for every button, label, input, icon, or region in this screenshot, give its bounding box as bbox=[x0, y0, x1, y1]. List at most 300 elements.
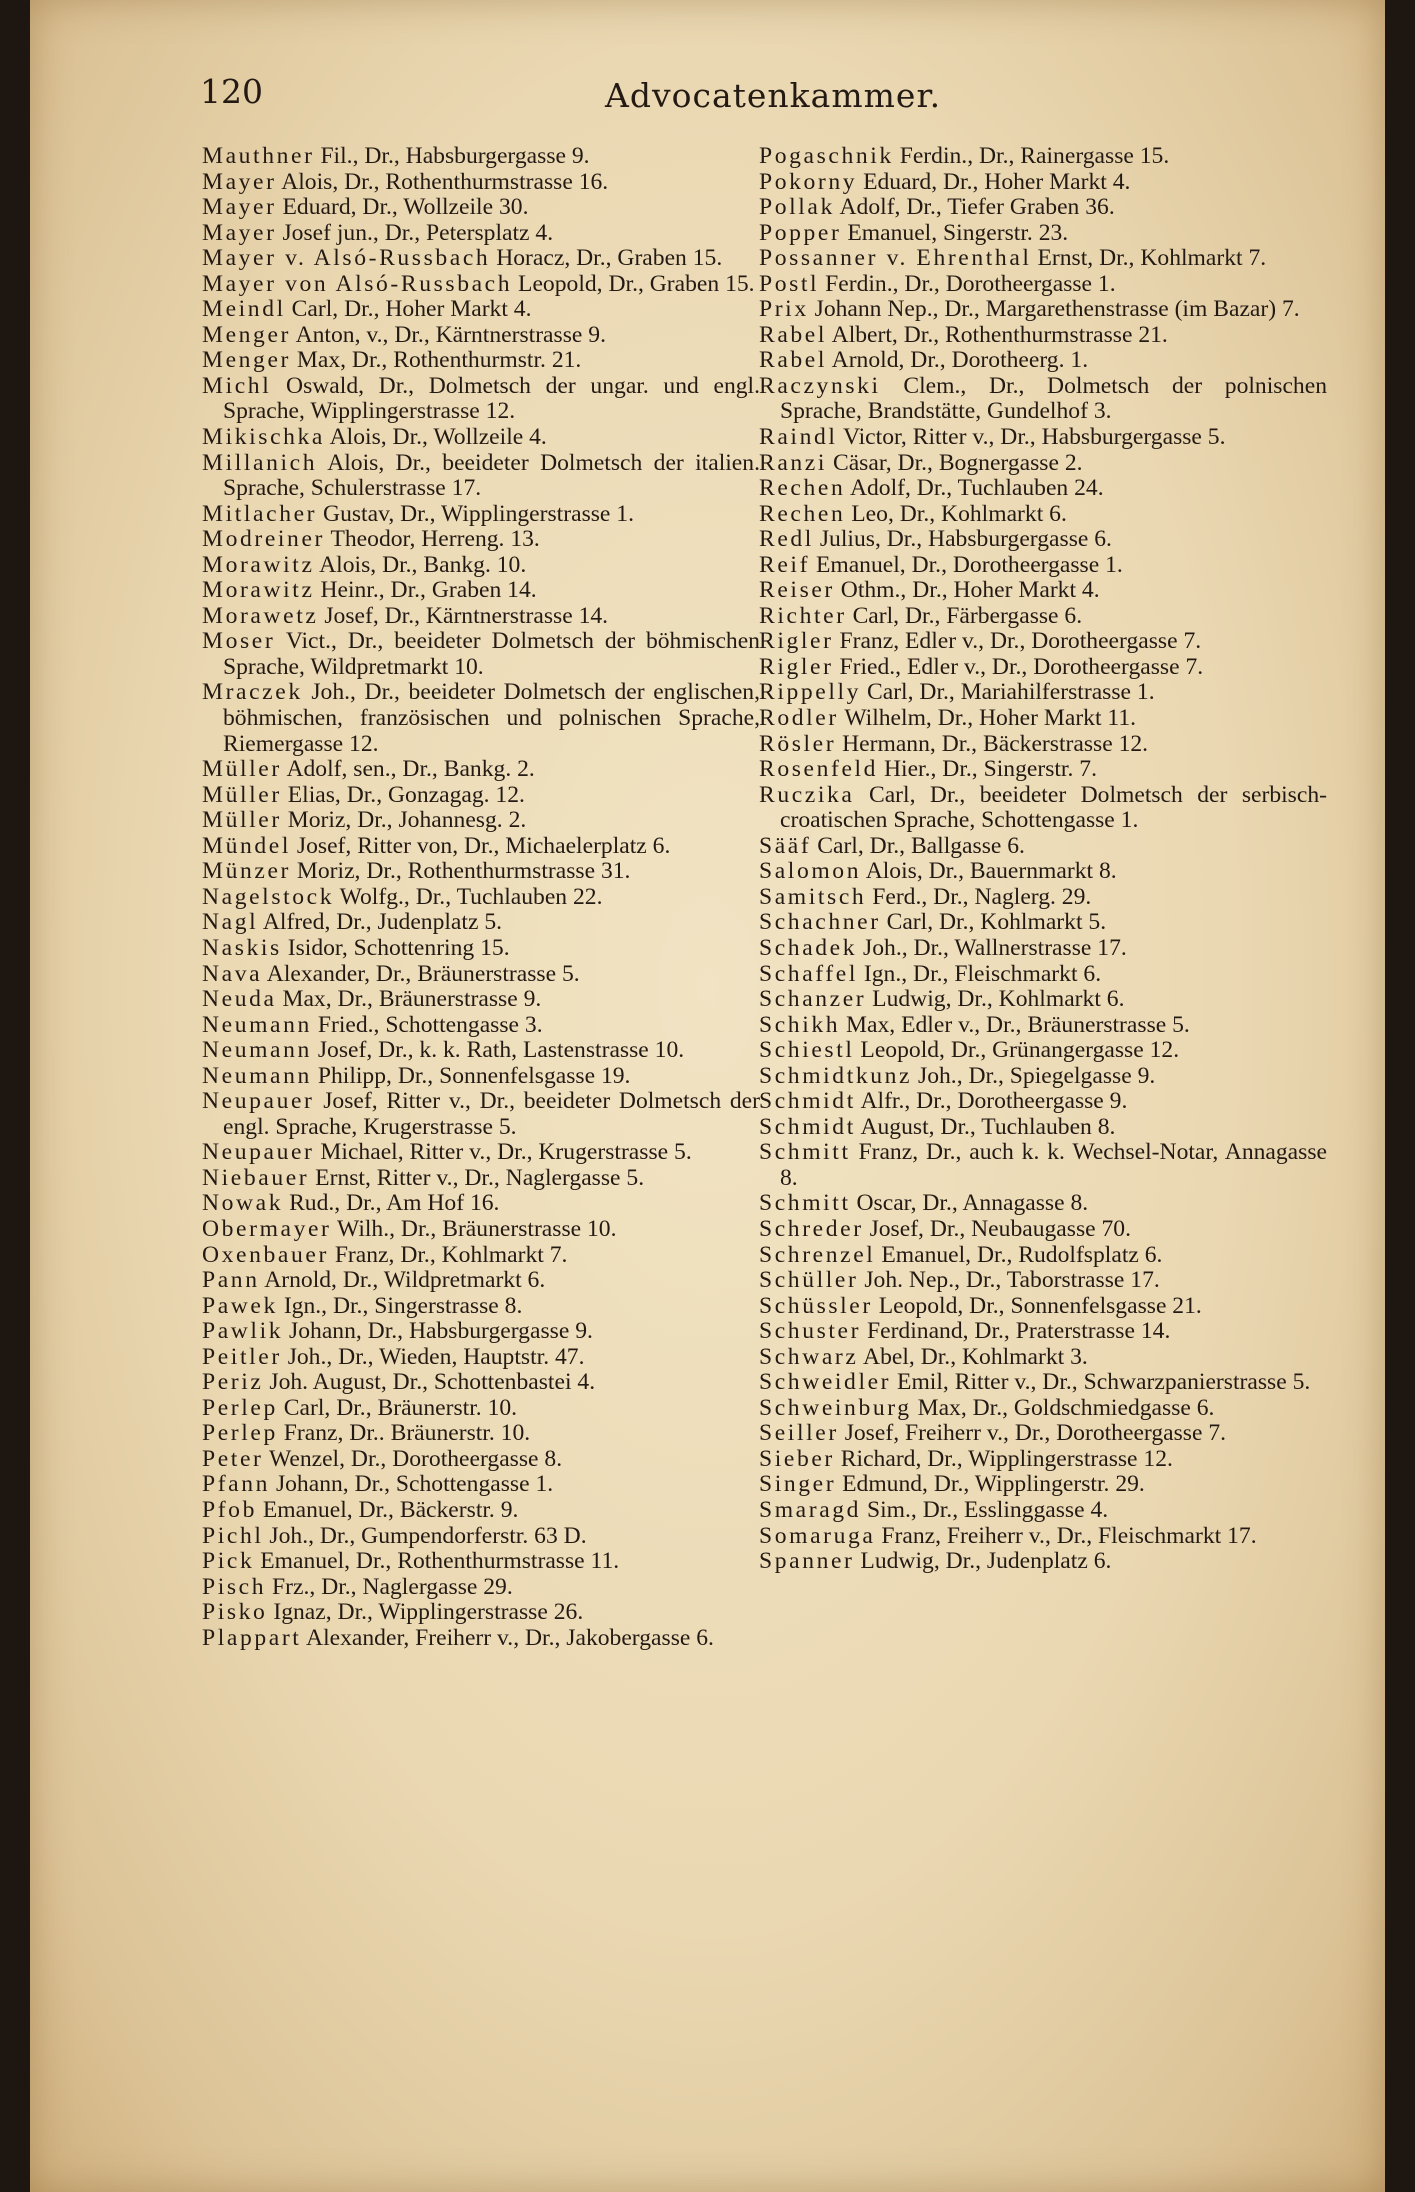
directory-entry bbox=[202, 246, 760, 272]
directory-entry bbox=[759, 374, 1327, 425]
entry-details: Vict., Dr., beeideter Dolmetsch der böhmischen Sprache, Wildpretmarkt 10. bbox=[223, 628, 760, 680]
entry-details: Emanuel, Dr., Rothenthurmstrasse 11. bbox=[260, 1548, 620, 1575]
entry-surname: Morawetz bbox=[202, 602, 319, 629]
directory-entry bbox=[202, 604, 760, 630]
entry-surname: Raindl bbox=[759, 424, 838, 451]
entry-details: Franz, Dr., Kohlmarkt 7. bbox=[334, 1241, 568, 1268]
directory-entry bbox=[759, 1064, 1327, 1090]
entry-details: Leopold, Dr., Graben 15. bbox=[518, 270, 755, 297]
entry-surname: Rodler bbox=[759, 705, 839, 732]
entry-surname: Schwarz bbox=[759, 1343, 859, 1370]
directory-entry bbox=[759, 757, 1327, 783]
entry-details: Josef, Ritter von, Dr., Michaelerplatz 6. bbox=[296, 832, 671, 859]
directory-entry bbox=[759, 1243, 1327, 1269]
directory-entry bbox=[202, 1498, 760, 1524]
entry-surname: Mitlacher bbox=[202, 500, 318, 527]
entry-details: Ernst, Ritter v., Dr., Naglergasse 5. bbox=[315, 1164, 645, 1191]
entry-surname: Redl bbox=[759, 526, 814, 553]
entry-details: Emanuel, Dr., Bäckerstr. 9. bbox=[262, 1496, 519, 1523]
directory-entry bbox=[759, 1319, 1327, 1345]
entry-details: Oswald, Dr., Dolmetsch der ungar. und engl. Sprache, Wipplingerstrasse 12. bbox=[223, 372, 760, 425]
entry-surname: Modreiner bbox=[202, 526, 325, 553]
page-header bbox=[30, 68, 1385, 128]
directory-entry bbox=[202, 323, 760, 349]
directory-entry bbox=[202, 348, 760, 374]
directory-entry bbox=[759, 1549, 1327, 1575]
entry-surname: Pokorny bbox=[759, 168, 858, 195]
entry-details: Johann, Dr., Schottengasse 1. bbox=[275, 1471, 554, 1498]
entry-details: Max, Dr., Rothenthurmstr. 21. bbox=[296, 347, 582, 374]
entry-details: Arnold, Dr., Dorotheerg. 1. bbox=[831, 347, 1089, 374]
entry-details: Ignaz, Dr., Wipplingerstrasse 26. bbox=[273, 1599, 584, 1626]
directory-entry bbox=[759, 348, 1327, 374]
directory-entry bbox=[202, 272, 760, 298]
entry-surname: Postl bbox=[759, 270, 820, 297]
directory-entry bbox=[202, 834, 760, 860]
entry-details: Ludwig, Dr., Judenplatz 6. bbox=[860, 1548, 1112, 1575]
entry-surname: Schikh bbox=[759, 1011, 841, 1038]
entry-details: Alexander, Dr., Bräunerstrasse 5. bbox=[266, 960, 580, 987]
entry-surname: Rosenfeld bbox=[759, 756, 879, 783]
directory-entry bbox=[759, 476, 1327, 502]
entry-details: Franz, Dr., auch k. k. Wechsel-Notar, Annagasse 8. bbox=[780, 1139, 1327, 1191]
entry-surname: Neuda bbox=[202, 986, 277, 1013]
entry-details: Othm., Dr., Hoher Markt 4. bbox=[840, 577, 1100, 604]
directory-entry bbox=[759, 604, 1327, 630]
entry-surname: Pfann bbox=[202, 1471, 271, 1498]
entry-surname: Mayer bbox=[202, 194, 277, 221]
directory-entry bbox=[759, 451, 1327, 477]
directory-entry bbox=[202, 1217, 760, 1243]
entry-details: Carl, Dr., Kohlmarkt 5. bbox=[886, 909, 1107, 936]
directory-entry bbox=[759, 170, 1327, 196]
entry-surname: Neupauer bbox=[202, 1139, 315, 1166]
right-column bbox=[759, 144, 1327, 1575]
entry-surname: Neumann bbox=[202, 1062, 312, 1089]
entry-details: Wilhelm, Dr., Hoher Markt 11. bbox=[844, 705, 1137, 732]
entry-surname: Pisch bbox=[202, 1573, 267, 1600]
entry-surname: Neumann bbox=[202, 1037, 312, 1064]
directory-entry bbox=[759, 425, 1327, 451]
entry-surname: Rippelly bbox=[759, 679, 862, 706]
entry-surname: Rigler bbox=[759, 628, 834, 655]
entry-surname: Rechen bbox=[759, 500, 846, 527]
directory-entry bbox=[202, 1345, 760, 1371]
directory-entry bbox=[202, 1524, 760, 1550]
directory-entry bbox=[202, 374, 760, 425]
entry-surname: Seiller bbox=[759, 1420, 839, 1447]
entry-surname: Müller bbox=[202, 756, 282, 783]
running-title: Advocatenkammer. bbox=[605, 76, 942, 115]
entry-details: Alfred, Dr., Judenplatz 5. bbox=[262, 909, 503, 936]
directory-entry bbox=[759, 1472, 1327, 1498]
entry-surname: Münzer bbox=[202, 858, 291, 885]
directory-entry bbox=[759, 885, 1327, 911]
entry-surname: Rigler bbox=[759, 653, 834, 680]
entry-details: Adolf, sen., Dr., Bankg. 2. bbox=[286, 756, 535, 783]
entry-surname: Perlep bbox=[202, 1394, 278, 1421]
entry-surname: Schmitt bbox=[759, 1139, 851, 1166]
entry-surname: Sieber bbox=[759, 1445, 835, 1472]
entry-details: Albert, Dr., Rothenthurmstrasse 21. bbox=[831, 321, 1168, 348]
entry-details: Elias, Dr., Gonzagag. 12. bbox=[287, 781, 525, 808]
directory-entry bbox=[759, 272, 1327, 298]
entry-surname: Nowak bbox=[202, 1190, 284, 1217]
entry-surname: Rechen bbox=[759, 475, 846, 502]
directory-entry bbox=[759, 680, 1327, 706]
directory-entry bbox=[759, 1294, 1327, 1320]
entry-surname: Pfob bbox=[202, 1496, 257, 1523]
entry-surname: Schmidtkunz bbox=[759, 1062, 913, 1089]
entry-surname: Menger bbox=[202, 321, 291, 348]
entry-details: Joh., Dr., Spiegelgasse 9. bbox=[918, 1062, 1156, 1089]
directory-entry bbox=[759, 1013, 1327, 1039]
entry-surname: Schweinburg bbox=[759, 1394, 912, 1421]
entry-details: Joh., Dr., Gumpendorferstr. 63 D. bbox=[269, 1522, 587, 1549]
entry-surname: Salomon bbox=[759, 858, 862, 885]
entry-details: Alexander, Freiherr v., Dr., Jakobergasse 6. bbox=[306, 1624, 714, 1651]
entry-surname: Plappart bbox=[202, 1624, 302, 1651]
directory-entry bbox=[202, 1472, 760, 1498]
entry-surname: Mayer v. Alsó-Russbach bbox=[202, 245, 491, 272]
entry-surname: Schrenzel bbox=[759, 1241, 876, 1268]
entry-details: Josef, Dr., Kärntnerstrasse 14. bbox=[324, 602, 609, 629]
directory-entry bbox=[759, 144, 1327, 170]
entry-details: Max, Dr., Bräunerstrasse 9. bbox=[282, 986, 542, 1013]
entry-surname: Menger bbox=[202, 347, 291, 374]
directory-entry bbox=[759, 323, 1327, 349]
entry-details: Josef, Dr., Neubaugasse 70. bbox=[869, 1215, 1132, 1242]
entry-details: Alfr., Dr., Dorotheergasse 9. bbox=[860, 1088, 1128, 1115]
directory-entry bbox=[202, 1140, 760, 1166]
page-number: 120 bbox=[200, 72, 263, 111]
directory-entry bbox=[759, 1370, 1327, 1396]
entry-surname: Schreder bbox=[759, 1215, 864, 1242]
entry-surname: Somaruga bbox=[759, 1522, 876, 1549]
directory-entry bbox=[759, 936, 1327, 962]
entry-details: Josef, Ritter v., Dr., beeideter Dolmetsch der engl. Sprache, Krugerstrasse 5. bbox=[223, 1088, 760, 1140]
entry-surname: Mayer von Alsó-Russbach bbox=[202, 270, 513, 297]
directory-entry bbox=[202, 221, 760, 247]
entry-details: Emil, Ritter v., Dr., Schwarzpanierstrasse 5. bbox=[897, 1369, 1311, 1396]
entry-surname: Mraczek bbox=[202, 679, 303, 706]
entry-surname: Oxenbauer bbox=[202, 1241, 329, 1268]
directory-entry bbox=[202, 1600, 760, 1626]
entry-details: Isidor, Schottenring 15. bbox=[287, 934, 510, 961]
directory-entry bbox=[759, 783, 1327, 834]
directory-entry bbox=[759, 834, 1327, 860]
entry-details: Cäsar, Dr., Bognergasse 2. bbox=[832, 449, 1083, 476]
entry-surname: Pick bbox=[202, 1548, 255, 1575]
entry-details: Franz, Dr.. Bräunerstr. 10. bbox=[283, 1420, 531, 1447]
directory-entry bbox=[202, 1268, 760, 1294]
entry-surname: Periz bbox=[202, 1369, 264, 1396]
directory-entry bbox=[759, 578, 1327, 604]
entry-surname: Peitler bbox=[202, 1343, 282, 1370]
entry-details: Rud., Dr., Am Hof 16. bbox=[289, 1190, 500, 1217]
entry-surname: Neumann bbox=[202, 1011, 312, 1038]
entry-surname: Pawek bbox=[202, 1292, 278, 1319]
entry-surname: Reif bbox=[759, 551, 811, 578]
entry-surname: Pann bbox=[202, 1267, 260, 1294]
directory-entry bbox=[759, 629, 1327, 655]
entry-details: Michael, Ritter v., Dr., Krugerstrasse 5. bbox=[320, 1139, 692, 1166]
entry-surname: Schiestl bbox=[759, 1037, 855, 1064]
directory-entry bbox=[759, 1191, 1327, 1217]
entry-surname: Müller bbox=[202, 807, 282, 834]
entry-details: Hier., Dr., Singerstr. 7. bbox=[883, 756, 1097, 783]
directory-entry bbox=[202, 1013, 760, 1039]
directory-entry bbox=[759, 502, 1327, 528]
directory-entry bbox=[759, 706, 1327, 732]
entry-details: Hermann, Dr., Bäckerstrasse 12. bbox=[842, 730, 1149, 757]
directory-entry bbox=[759, 1524, 1327, 1550]
entry-surname: Millanich bbox=[202, 449, 318, 476]
entry-details: Franz, Freiherr v., Dr., Fleischmarkt 17. bbox=[881, 1522, 1257, 1549]
entry-surname: Obermayer bbox=[202, 1215, 332, 1242]
directory-entry bbox=[202, 680, 760, 757]
entry-surname: Possanner v. Ehrenthal bbox=[759, 245, 1032, 272]
directory-entry bbox=[759, 1498, 1327, 1524]
entry-surname: Singer bbox=[759, 1471, 837, 1498]
directory-entry bbox=[759, 553, 1327, 579]
entry-details: Anton, v., Dr., Kärntnerstrasse 9. bbox=[295, 321, 606, 348]
directory-entry bbox=[202, 553, 760, 579]
directory-entry bbox=[202, 144, 760, 170]
entry-surname: Schmidt bbox=[759, 1088, 856, 1115]
directory-entry bbox=[202, 757, 760, 783]
entry-surname: Nagl bbox=[202, 909, 259, 936]
entry-surname: Rabel bbox=[759, 347, 828, 374]
entry-surname: Schachner bbox=[759, 909, 881, 936]
directory-entry bbox=[759, 1268, 1327, 1294]
entry-details: Ferdin., Dr., Rainergasse 15. bbox=[899, 143, 1170, 169]
entry-details: Abel, Dr., Kohlmarkt 3. bbox=[863, 1343, 1088, 1370]
entry-details: Joh., Dr., beeideter Dolmetsch der englischen, böhmischen, französischen und polnischen Sprache, Riemergasse 12. bbox=[223, 679, 760, 757]
entry-surname: Sääf bbox=[759, 832, 812, 859]
directory-entry bbox=[202, 1243, 760, 1269]
entry-details: Sim., Dr., Esslinggasse 4. bbox=[866, 1496, 1109, 1523]
entry-surname: Ranzi bbox=[759, 449, 828, 476]
entry-surname: Samitsch bbox=[759, 883, 867, 910]
entry-details: Leo, Dr., Kohlmarkt 6. bbox=[851, 500, 1067, 527]
entry-details: Ludwig, Dr., Kohlmarkt 6. bbox=[872, 986, 1125, 1013]
entry-details: Frz., Dr., Naglergasse 29. bbox=[272, 1573, 513, 1600]
directory-entry bbox=[202, 297, 760, 323]
entry-details: Ign., Dr., Singerstrasse 8. bbox=[283, 1292, 523, 1319]
directory-entry bbox=[202, 1626, 760, 1652]
directory-entry bbox=[202, 425, 760, 451]
entry-surname: Michl bbox=[202, 372, 272, 399]
entry-surname: Rabel bbox=[759, 321, 828, 348]
directory-entry bbox=[759, 910, 1327, 936]
directory-entry bbox=[759, 527, 1327, 553]
entry-details: Richard, Dr., Wipplingerstrasse 12. bbox=[840, 1445, 1173, 1472]
directory-entry bbox=[202, 502, 760, 528]
entry-details: Heinr., Dr., Graben 14. bbox=[320, 577, 537, 604]
entry-surname: Mayer bbox=[202, 168, 277, 195]
entry-surname: Mikischka bbox=[202, 424, 326, 451]
entry-details: Leopold, Dr., Grünangergasse 12. bbox=[860, 1037, 1180, 1064]
directory-entry bbox=[202, 1166, 760, 1192]
entry-surname: Popper bbox=[759, 219, 842, 246]
book-page bbox=[30, 0, 1385, 2192]
entry-details: Ferdinand, Dr., Praterstrasse 14. bbox=[866, 1318, 1171, 1345]
directory-entry bbox=[202, 1575, 760, 1601]
entry-surname: Pawlik bbox=[202, 1318, 284, 1345]
entry-details: Ferd., Dr., Naglerg. 29. bbox=[872, 883, 1092, 910]
entry-details: Fried., Schottengasse 3. bbox=[317, 1011, 543, 1038]
directory-entry bbox=[759, 1115, 1327, 1141]
directory-entry bbox=[202, 1319, 760, 1345]
entry-details: Max, Dr., Goldschmiedgasse 6. bbox=[917, 1394, 1215, 1421]
directory-entry bbox=[202, 578, 760, 604]
directory-entry bbox=[759, 1396, 1327, 1422]
entry-details: Emanuel, Singerstr. 23. bbox=[847, 219, 1069, 246]
directory-entry bbox=[202, 885, 760, 911]
entry-details: Josef, Dr., k. k. Rath, Lastenstrasse 10. bbox=[317, 1037, 685, 1064]
directory-entry bbox=[202, 1089, 760, 1140]
directory-entry bbox=[202, 195, 760, 221]
entry-surname: Prix bbox=[759, 296, 809, 323]
entry-surname: Mauthner bbox=[202, 143, 315, 169]
entry-details: Fried., Edler v., Dr., Dorotheergasse 7. bbox=[839, 653, 1204, 680]
entry-surname: Smaragd bbox=[759, 1496, 862, 1523]
entry-surname: Naskis bbox=[202, 934, 282, 961]
entry-details: Emanuel, Dr., Rudolfsplatz 6. bbox=[881, 1241, 1163, 1268]
entry-details: Ferdin., Dr., Dorotheergasse 1. bbox=[825, 270, 1116, 297]
entry-details: Carl, Dr., beeideter Dolmetsch der serbisch-croatischen Sprache, Schottengasse 1. bbox=[780, 781, 1327, 834]
directory-entry bbox=[202, 1447, 760, 1473]
entry-details: Moriz, Dr., Johannesg. 2. bbox=[287, 807, 527, 834]
entry-surname: Moser bbox=[202, 628, 276, 655]
entry-details: Clem., Dr., Dolmetsch der polnischen Sprache, Brandstätte, Gundelhof 3. bbox=[780, 372, 1327, 425]
entry-details: Leopold, Dr., Sonnenfelsgasse 21. bbox=[878, 1292, 1202, 1319]
entry-surname: Richter bbox=[759, 602, 847, 629]
entry-details: Moriz, Dr., Rothenthurmstrasse 31. bbox=[296, 858, 631, 885]
entry-details: Alois, Dr., beeideter Dolmetsch der italien. Sprache, Schulerstrasse 17. bbox=[223, 449, 760, 502]
directory-entry bbox=[202, 1191, 760, 1217]
directory-entry bbox=[759, 246, 1327, 272]
entry-details: Max, Edler v., Dr., Bräunerstrasse 5. bbox=[846, 1011, 1190, 1038]
directory-entry bbox=[202, 1038, 760, 1064]
entry-details: Eduard, Dr., Wollzeile 30. bbox=[282, 194, 529, 221]
directory-entry bbox=[202, 987, 760, 1013]
entry-surname: Müller bbox=[202, 781, 282, 808]
entry-details: Julius, Dr., Habsburgergasse 6. bbox=[819, 526, 1112, 553]
entry-surname: Schadek bbox=[759, 934, 858, 961]
entry-details: Alois, Dr., Bankg. 10. bbox=[319, 551, 527, 578]
entry-details: Emanuel, Dr., Dorotheergasse 1. bbox=[815, 551, 1123, 578]
left-column bbox=[202, 144, 760, 1651]
entry-surname: Pollak bbox=[759, 194, 835, 221]
directory-entry bbox=[759, 1217, 1327, 1243]
entry-details: Carl, Dr., Färbergasse 6. bbox=[852, 602, 1083, 629]
entry-surname: Mündel bbox=[202, 832, 291, 859]
directory-entry bbox=[202, 910, 760, 936]
entry-details: Edmund, Dr., Wipplingerstr. 29. bbox=[842, 1471, 1145, 1498]
entry-surname: Spanner bbox=[759, 1548, 855, 1575]
directory-entry bbox=[202, 1294, 760, 1320]
entry-surname: Neupauer bbox=[202, 1088, 315, 1115]
entry-surname: Morawitz bbox=[202, 551, 315, 578]
directory-entry bbox=[759, 655, 1327, 681]
entry-details: Arnold, Dr., Wildpretmarkt 6. bbox=[264, 1267, 546, 1294]
entry-details: Joh. Nep., Dr., Taborstrasse 17. bbox=[864, 1267, 1160, 1294]
entry-details: Alois, Dr., Rothenthurmstrasse 16. bbox=[281, 168, 609, 195]
entry-details: Joh. August, Dr., Schottenbastei 4. bbox=[269, 1369, 596, 1396]
directory-entry bbox=[759, 1089, 1327, 1115]
entry-surname: Mayer bbox=[202, 219, 277, 246]
directory-entry bbox=[202, 808, 760, 834]
entry-details: Wenzel, Dr., Dorotheergasse 8. bbox=[268, 1445, 563, 1472]
entry-details: Carl, Dr., Ballgasse 6. bbox=[817, 832, 1025, 859]
entry-surname: Ruczika bbox=[759, 781, 855, 808]
entry-details: Eduard, Dr., Hoher Markt 4. bbox=[863, 168, 1131, 195]
directory-entry bbox=[759, 859, 1327, 885]
entry-details: Adolf, Dr., Tuchlauben 24. bbox=[849, 475, 1104, 502]
entry-surname: Rösler bbox=[759, 730, 837, 757]
directory-entry bbox=[202, 170, 760, 196]
directory-entry bbox=[202, 527, 760, 553]
entry-details: Philipp, Dr., Sonnenfelsgasse 19. bbox=[317, 1062, 631, 1089]
entry-details: Carl, Dr., Mariahilferstrasse 1. bbox=[866, 679, 1155, 706]
directory-entry bbox=[202, 859, 760, 885]
directory-entry bbox=[759, 1140, 1327, 1191]
directory-entry bbox=[759, 732, 1327, 758]
directory-entry bbox=[759, 297, 1327, 323]
entry-surname: Nagelstock bbox=[202, 883, 335, 910]
entry-surname: Schaffel bbox=[759, 960, 858, 987]
directory-entry bbox=[759, 1345, 1327, 1371]
entry-details: Alois, Dr., Bauernmarkt 8. bbox=[865, 858, 1117, 885]
entry-details: Oscar, Dr., Annagasse 8. bbox=[856, 1190, 1089, 1217]
entry-surname: Schmitt bbox=[759, 1190, 851, 1217]
entry-details: Joh., Dr., Wallnerstrasse 17. bbox=[863, 934, 1127, 961]
entry-details: Wilh., Dr., Bräunerstrasse 10. bbox=[337, 1215, 617, 1242]
directory-entry bbox=[759, 962, 1327, 988]
entry-surname: Niebauer bbox=[202, 1164, 310, 1191]
entry-details: August, Dr., Tuchlauben 8. bbox=[860, 1113, 1116, 1140]
directory-entry bbox=[202, 783, 760, 809]
directory-entry bbox=[202, 1064, 760, 1090]
directory-entry bbox=[202, 1421, 760, 1447]
entry-surname: Pogaschnik bbox=[759, 143, 894, 169]
entry-surname: Schmidt bbox=[759, 1113, 856, 1140]
directory-entry bbox=[202, 1549, 760, 1575]
entry-surname: Schanzer bbox=[759, 986, 867, 1013]
entry-details: Ign., Dr., Fleischmarkt 6. bbox=[863, 960, 1102, 987]
directory-entry bbox=[759, 1038, 1327, 1064]
directory-entry bbox=[759, 1421, 1327, 1447]
directory-entry bbox=[202, 451, 760, 502]
entry-details: Franz, Edler v., Dr., Dorotheergasse 7. bbox=[839, 628, 1202, 655]
entry-surname: Nava bbox=[202, 960, 263, 987]
directory-entry bbox=[759, 987, 1327, 1013]
entry-details: Carl, Dr., Bräunerstr. 10. bbox=[283, 1394, 518, 1421]
entry-details: Josef jun., Dr., Petersplatz 4. bbox=[282, 219, 554, 246]
entry-details: Johann, Dr., Habsburgergasse 9. bbox=[289, 1318, 593, 1345]
entry-surname: Peter bbox=[202, 1445, 264, 1472]
directory-entry bbox=[759, 195, 1327, 221]
entry-details: Gustav, Dr., Wipplingerstrasse 1. bbox=[323, 500, 634, 527]
entry-surname: Schuster bbox=[759, 1318, 862, 1345]
directory-entry bbox=[202, 962, 760, 988]
entry-surname: Perlep bbox=[202, 1420, 278, 1447]
entry-details: Theodor, Herreng. 13. bbox=[330, 526, 540, 553]
entry-details: Josef, Freiherr v., Dr., Dorotheergasse 7. bbox=[844, 1420, 1227, 1447]
directory-entry bbox=[202, 1370, 760, 1396]
